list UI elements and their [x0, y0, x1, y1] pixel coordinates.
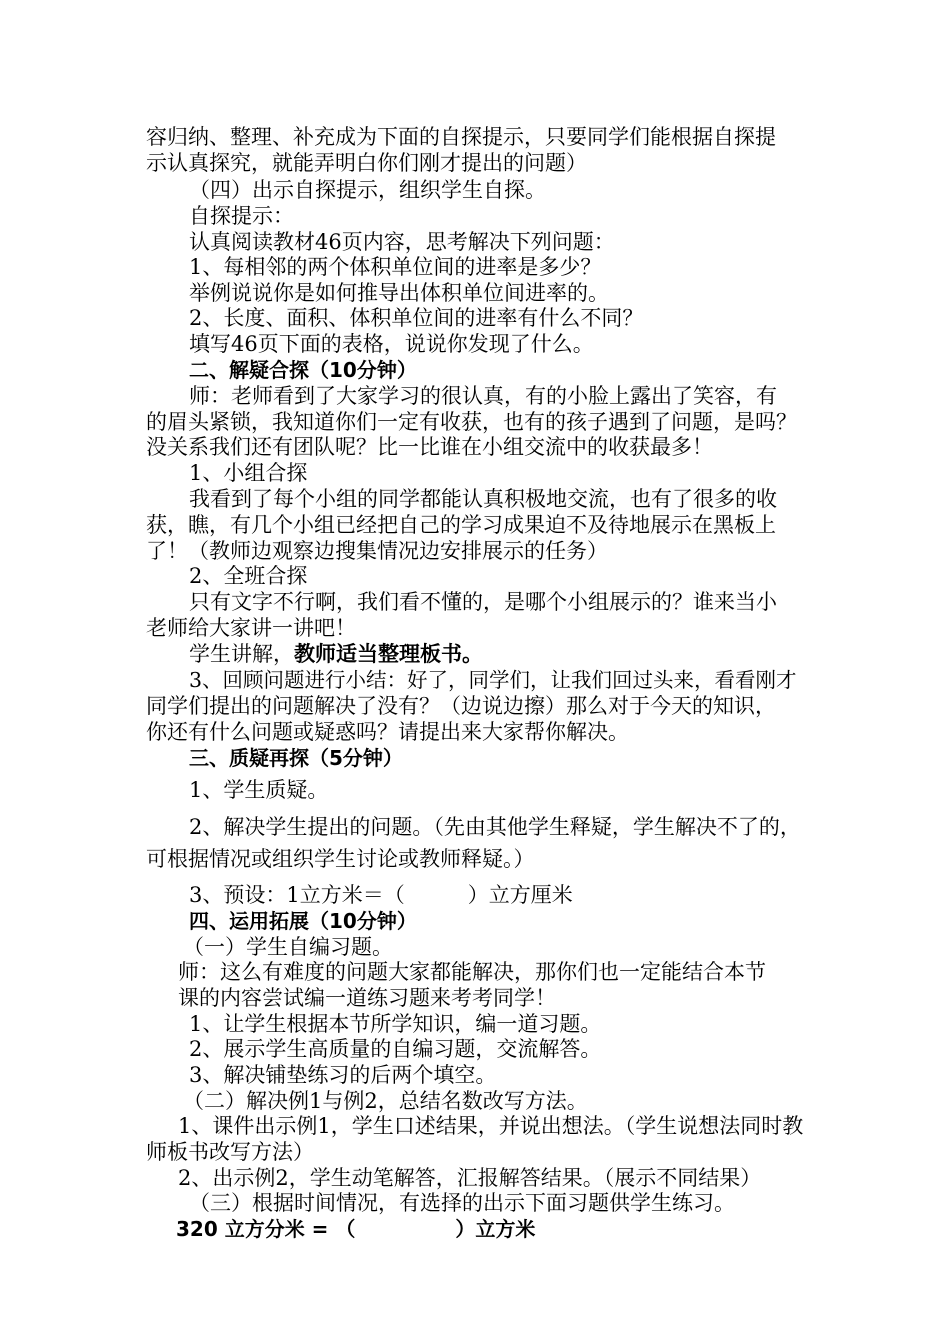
paragraph-line: 自探提示：: [189, 204, 294, 228]
section-heading: 二、解疑合探（10分钟）: [189, 358, 417, 382]
list-item: 1、让学生根据本节所学知识，编一道习题。: [189, 1012, 602, 1036]
paragraph-line: 示认真探究，就能弄明白你们刚才提出的问题）: [146, 151, 587, 175]
plain-text: 学生讲解，: [189, 642, 294, 666]
paragraph-line: 师：这么有难度的问题大家都能解决，那你们也一定能结合本节: [178, 960, 766, 984]
paragraph-line: 同学们提出的问题解决了没有？（边说边擦）那么对于今天的知识，: [146, 694, 776, 718]
list-item: 2、展示学生高质量的自编习题，交流解答。: [189, 1037, 602, 1061]
paragraph-line: 了！（教师边观察边搜集情况边安排展示的任务）: [146, 539, 608, 563]
list-item: 3、预设：1立方米＝（ ）立方厘米: [189, 883, 573, 907]
paragraph-line: 只有文字不行啊，我们看不懂的，是哪个小组展示的？谁来当小: [189, 590, 777, 614]
paragraph-line: 填写46页下面的表格，说说你发现了什么。: [189, 332, 594, 356]
paragraph-line: 我看到了每个小组的同学都能认真积极地交流，也有了很多的收: [189, 487, 777, 511]
list-item: 2、出示例2，学生动笔解答，汇报解答结果。（展示不同结果）: [178, 1166, 762, 1190]
list-item: 1、课件出示例1，学生口述结果，并说出想法。（学生说想法同时教: [178, 1114, 804, 1138]
paragraph-line: 课的内容尝试编一道练习题来考考同学！: [178, 986, 556, 1010]
paragraph-line: 没关系我们还有团队呢？比一比谁在小组交流中的收获最多！: [146, 435, 713, 459]
list-item: 1、小组合探: [189, 461, 308, 485]
list-item: 2、长度、面积、体积单位间的进率有什么不同？: [189, 306, 644, 330]
list-item: 1、学生质疑。: [189, 778, 329, 802]
paragraph-line: 师板书改写方法）: [146, 1140, 314, 1164]
paragraph-line: 认真阅读教材46页内容，思考解决下列问题：: [189, 230, 615, 254]
paragraph-line: 可根据情况或组织学生讨论或教师释疑。）: [146, 847, 535, 871]
list-item: 1、每相邻的两个体积单位间的进率是多少？: [189, 255, 602, 279]
paragraph-line: 老师给大家讲一讲吧！: [146, 616, 356, 640]
paragraph-line: 获，瞧，有几个小组已经把自己的学习成果迫不及待地展示在黑板上: [146, 513, 776, 537]
paragraph-line: 师：老师看到了大家学习的很认真，有的小脸上露出了笑容，有: [189, 384, 777, 408]
paragraph-line: 3、回顾问题进行小结：好了，同学们，让我们回过头来，看看刚才: [189, 668, 797, 692]
section-heading: 四、运用拓展（10分钟）: [189, 909, 417, 933]
list-item: 2、全班合探: [189, 564, 308, 588]
section-subheading: （一）学生自编习题。: [183, 935, 393, 959]
section-heading: 三、质疑再探（5分钟）: [189, 746, 403, 770]
paragraph-line: 你还有什么问题或疑惑吗？请提出来大家帮你解决。: [146, 720, 629, 744]
paragraph-line: [189, 641, 483, 667]
section-subheading: （三）根据时间情况，有选择的出示下面习题供学生练习。: [189, 1191, 735, 1215]
list-item: 3、解决铺垫练习的后两个填空。: [189, 1063, 497, 1087]
paragraph-line: 容归纳、整理、补充成为下面的自探提示，只要同学们能根据自探提: [146, 125, 776, 149]
section-subheading: （四）出示自探提示，组织学生自探。: [189, 178, 546, 202]
exercise-line: 320 立方分米 = （ ）立方米: [176, 1217, 536, 1241]
paragraph-line: 举例说说你是如何推导出体积单位间进率的。: [189, 281, 609, 305]
bold-text: 教师适当整理板书。: [294, 641, 483, 666]
list-item: 2、解决学生提出的问题。（先由其他学生释疑，学生解决不了的，: [189, 815, 801, 839]
section-subheading: （二）解决例1与例2，总结名数改写方法。: [183, 1089, 588, 1113]
paragraph-line: 的眉头紧锁，我知道你们一定有收获，也有的孩子遇到了问题，是吗？: [146, 410, 797, 434]
